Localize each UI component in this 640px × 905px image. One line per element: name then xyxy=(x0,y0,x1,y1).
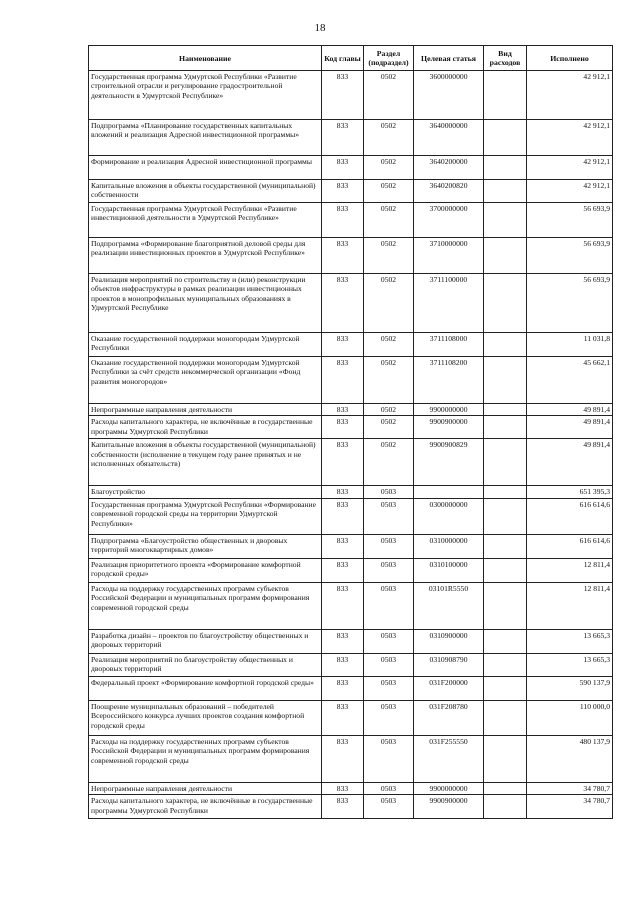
cell-type xyxy=(484,357,527,404)
cell-amount: 45 662,1 xyxy=(527,357,613,404)
cell-type xyxy=(484,782,527,794)
cell-section: 0503 xyxy=(364,498,414,534)
cell-code: 833 xyxy=(322,120,364,156)
cell-name: Расходы капитального характера, не включённые в государственные программы Удмуртской Республики xyxy=(89,416,322,439)
cell-name: Подпрограмма «Благоустройство общественных и дворовых территорий многоквартирных домов» xyxy=(89,534,322,558)
cell-section: 0503 xyxy=(364,735,414,782)
cell-name: Государственная программа Удмуртской Республики «Развитие инвестиционной деятельности в Удмуртской Республике» xyxy=(89,203,322,238)
cell-section: 0502 xyxy=(364,203,414,238)
cell-code: 833 xyxy=(322,404,364,416)
cell-section: 0503 xyxy=(364,782,414,794)
cell-target xyxy=(414,486,484,498)
cell-section: 0503 xyxy=(364,795,414,819)
cell-name: Капитальные вложения в объекты государственной (муниципальной) собственности (исполнение в текущем году ранее принятых и не исполненных обязательств) xyxy=(89,439,322,486)
cell-name: Расходы капитального характера, не включённые в государственные программы Удмуртской Республики xyxy=(89,795,322,819)
cell-code: 833 xyxy=(322,439,364,486)
cell-section: 0503 xyxy=(364,629,414,653)
cell-target: 9900000000 xyxy=(414,404,484,416)
table-row xyxy=(89,498,613,534)
cell-type xyxy=(484,180,527,203)
cell-amount: 616 614,6 xyxy=(527,534,613,558)
cell-name: Оказание государственной поддержки моногородам Удмуртской Республики xyxy=(89,333,322,357)
cell-amount: 110 000,0 xyxy=(527,700,613,735)
cell-amount: 42 912,1 xyxy=(527,71,613,120)
cell-code: 833 xyxy=(322,180,364,203)
cell-name: Капитальные вложения в объекты государственной (муниципальной) собственности xyxy=(89,180,322,203)
cell-type xyxy=(484,486,527,498)
cell-target: 03101R5550 xyxy=(414,582,484,629)
cell-type xyxy=(484,333,527,357)
cell-name: Подпрограмма «Формирование благоприятной деловой среды для реализации инвестиционных проектов в Удмуртской Республике» xyxy=(89,238,322,274)
table-row xyxy=(89,676,613,700)
cell-code: 833 xyxy=(322,357,364,404)
cell-section: 0502 xyxy=(364,120,414,156)
cell-name: Государственная программа Удмуртской Республики «Формирование современной городской среды на территории Удмуртской Республики» xyxy=(89,498,322,534)
table-row xyxy=(89,238,613,274)
cell-target: 3710000000 xyxy=(414,238,484,274)
cell-name: Расходы на поддержку государственных программ субъектов Российской Федерации и муниципальных программ формирования современной городской среды xyxy=(89,735,322,782)
cell-target: 3640000000 xyxy=(414,120,484,156)
cell-type xyxy=(484,653,527,676)
cell-type xyxy=(484,416,527,439)
cell-section: 0503 xyxy=(364,558,414,582)
cell-code: 833 xyxy=(322,735,364,782)
cell-amount: 56 693,9 xyxy=(527,274,613,333)
cell-section: 0503 xyxy=(364,700,414,735)
cell-amount: 590 137,9 xyxy=(527,676,613,700)
cell-target: 0310900000 xyxy=(414,629,484,653)
cell-target: 3711108000 xyxy=(414,333,484,357)
cell-type xyxy=(484,534,527,558)
table-row xyxy=(89,71,613,120)
cell-section: 0502 xyxy=(364,71,414,120)
cell-amount: 49 891,4 xyxy=(527,404,613,416)
cell-code: 833 xyxy=(322,274,364,333)
cell-amount: 13 665,3 xyxy=(527,653,613,676)
cell-type xyxy=(484,274,527,333)
cell-name: Реализация приоритетного проекта «Формирование комфортной городской среды» xyxy=(89,558,322,582)
cell-target: 031F255550 xyxy=(414,735,484,782)
cell-name: Непрограммные направления деятельности xyxy=(89,404,322,416)
cell-section: 0502 xyxy=(364,180,414,203)
cell-name: Формирование и реализация Адресной инвестиционной программы xyxy=(89,156,322,180)
cell-target: 9900900829 xyxy=(414,439,484,486)
table-row xyxy=(89,629,613,653)
cell-section: 0502 xyxy=(364,156,414,180)
cell-amount: 11 031,8 xyxy=(527,333,613,357)
cell-code: 833 xyxy=(322,629,364,653)
cell-amount: 42 912,1 xyxy=(527,120,613,156)
cell-target: 031F208780 xyxy=(414,700,484,735)
cell-code: 833 xyxy=(322,700,364,735)
cell-code: 833 xyxy=(322,416,364,439)
table-row xyxy=(89,439,613,486)
table-row xyxy=(89,120,613,156)
cell-amount: 49 891,4 xyxy=(527,439,613,486)
cell-amount: 42 912,1 xyxy=(527,156,613,180)
cell-type xyxy=(484,558,527,582)
cell-code: 833 xyxy=(322,238,364,274)
cell-section: 0503 xyxy=(364,653,414,676)
table-row xyxy=(89,582,613,629)
cell-name: Непрограммные направления деятельности xyxy=(89,782,322,794)
table-row xyxy=(89,274,613,333)
page-number: 18 xyxy=(314,22,326,34)
cell-code: 833 xyxy=(322,203,364,238)
cell-code: 833 xyxy=(322,782,364,794)
table-row xyxy=(89,782,613,794)
cell-name: Государственная программа Удмуртской Республики «Развитие строительной отрасли и регулирование градостроительной деятельности в Удмуртской Республике» xyxy=(89,71,322,120)
cell-code: 833 xyxy=(322,534,364,558)
expenditure-table xyxy=(88,45,613,819)
header-target: Целевая статья xyxy=(414,46,484,71)
cell-amount: 616 614,6 xyxy=(527,498,613,534)
cell-section: 0502 xyxy=(364,439,414,486)
cell-target: 3640200000 xyxy=(414,156,484,180)
cell-name: Подпрограмма «Планирование государственных капитальных вложений и реализация Адресной инвестиционной программы» xyxy=(89,120,322,156)
cell-target: 9900000000 xyxy=(414,782,484,794)
cell-section: 0502 xyxy=(364,357,414,404)
cell-code: 833 xyxy=(322,795,364,819)
cell-target: 9900900000 xyxy=(414,795,484,819)
table-row xyxy=(89,180,613,203)
header-name: Наименование xyxy=(89,46,322,71)
cell-section: 0503 xyxy=(364,582,414,629)
table-row xyxy=(89,486,613,498)
cell-type xyxy=(484,439,527,486)
cell-code: 833 xyxy=(322,498,364,534)
cell-target: 3711108200 xyxy=(414,357,484,404)
table-header-row xyxy=(89,46,613,71)
cell-code: 833 xyxy=(322,653,364,676)
cell-amount: 49 891,4 xyxy=(527,416,613,439)
cell-target: 3700000000 xyxy=(414,203,484,238)
cell-type xyxy=(484,795,527,819)
cell-amount: 34 780,7 xyxy=(527,782,613,794)
table-row xyxy=(89,203,613,238)
cell-section: 0502 xyxy=(364,333,414,357)
header-section: Раздел (подраздел) xyxy=(364,46,414,71)
table-row xyxy=(89,735,613,782)
cell-target: 0310908790 xyxy=(414,653,484,676)
cell-name: Разработка дизайн – проектов по благоустройству общественных и дворовых территорий xyxy=(89,629,322,653)
table-row xyxy=(89,558,613,582)
cell-code: 833 xyxy=(322,676,364,700)
cell-code: 833 xyxy=(322,156,364,180)
cell-amount: 480 137,9 xyxy=(527,735,613,782)
table-row xyxy=(89,416,613,439)
cell-code: 833 xyxy=(322,333,364,357)
cell-amount: 13 665,3 xyxy=(527,629,613,653)
table-row xyxy=(89,795,613,819)
cell-amount: 42 912,1 xyxy=(527,180,613,203)
cell-target: 3640200820 xyxy=(414,180,484,203)
header-code: Код главы xyxy=(322,46,364,71)
cell-name: Федеральный проект «Формирование комфортной городской среды» xyxy=(89,676,322,700)
cell-amount: 56 693,9 xyxy=(527,238,613,274)
cell-section: 0502 xyxy=(364,416,414,439)
cell-type xyxy=(484,498,527,534)
cell-amount: 56 693,9 xyxy=(527,203,613,238)
table-row xyxy=(89,653,613,676)
cell-type xyxy=(484,735,527,782)
cell-name: Поощрение муниципальных образований – победителей Всероссийского конкурса лучших проектов создания комфортной городской среды xyxy=(89,700,322,735)
cell-section: 0502 xyxy=(364,274,414,333)
cell-amount: 651 395,3 xyxy=(527,486,613,498)
cell-section: 0502 xyxy=(364,238,414,274)
cell-name: Расходы на поддержку государственных программ субъектов Российской Федерации и муниципальных программ формирования современной городской среды xyxy=(89,582,322,629)
cell-amount: 12 811,4 xyxy=(527,558,613,582)
cell-name: Реализация мероприятий по благоустройству общественных и дворовых территорий xyxy=(89,653,322,676)
cell-name: Благоустройство xyxy=(89,486,322,498)
cell-type xyxy=(484,629,527,653)
cell-amount: 12 811,4 xyxy=(527,582,613,629)
cell-section: 0503 xyxy=(364,676,414,700)
cell-target: 3711100000 xyxy=(414,274,484,333)
table-row xyxy=(89,700,613,735)
cell-target: 0300000000 xyxy=(414,498,484,534)
table-row xyxy=(89,404,613,416)
cell-code: 833 xyxy=(322,582,364,629)
cell-section: 0502 xyxy=(364,404,414,416)
cell-amount: 34 780,7 xyxy=(527,795,613,819)
cell-type xyxy=(484,676,527,700)
header-type: Вид расходов xyxy=(484,46,527,71)
cell-name: Оказание государственной поддержки моногородам Удмуртской Республики за счёт средств некоммерческой организации «Фонд развития моногородов» xyxy=(89,357,322,404)
cell-code: 833 xyxy=(322,71,364,120)
cell-type xyxy=(484,156,527,180)
table-row xyxy=(89,534,613,558)
cell-code: 833 xyxy=(322,558,364,582)
cell-target: 0310100000 xyxy=(414,558,484,582)
cell-target: 9900900000 xyxy=(414,416,484,439)
cell-code: 833 xyxy=(322,486,364,498)
cell-type xyxy=(484,203,527,238)
cell-target: 3600000000 xyxy=(414,71,484,120)
cell-section: 0503 xyxy=(364,534,414,558)
table-body xyxy=(89,71,613,819)
cell-type xyxy=(484,404,527,416)
cell-type xyxy=(484,120,527,156)
cell-type xyxy=(484,582,527,629)
cell-target: 0310000000 xyxy=(414,534,484,558)
cell-type xyxy=(484,71,527,120)
cell-name: Реализация мероприятий по строительству и (или) реконструкции объектов инфраструктуры в рамках реализации инвестиционных проектов в монопрофильных муниципальных образованиях в Удмуртской Республике xyxy=(89,274,322,333)
table-row xyxy=(89,156,613,180)
cell-type xyxy=(484,238,527,274)
header-amount: Исполнено xyxy=(527,46,613,71)
table-row xyxy=(89,357,613,404)
cell-section: 0503 xyxy=(364,486,414,498)
cell-type xyxy=(484,700,527,735)
table-row xyxy=(89,333,613,357)
cell-target: 031F200000 xyxy=(414,676,484,700)
